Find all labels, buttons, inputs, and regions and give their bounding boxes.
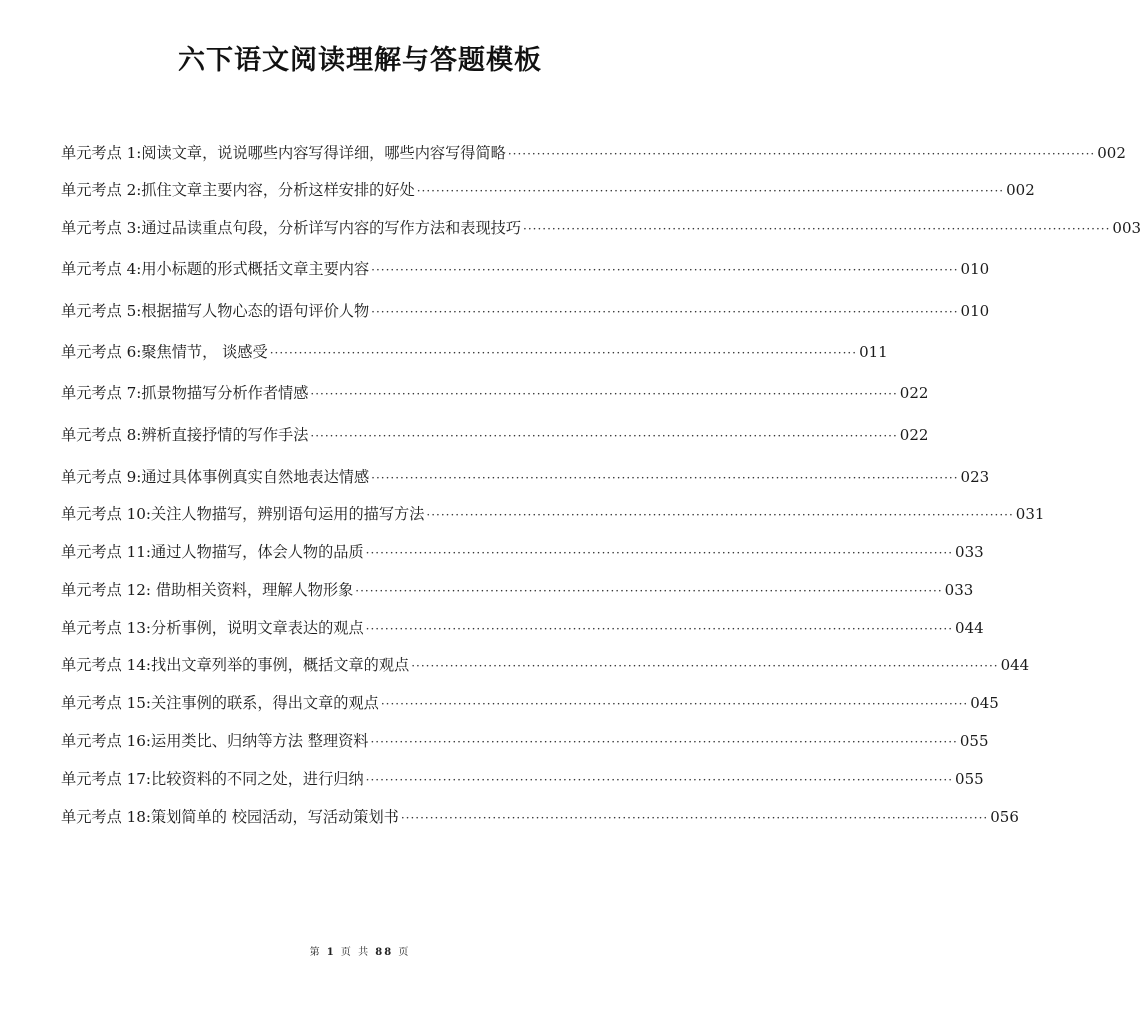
- toc-dot-leader: ··························································································································: [507, 147, 1096, 161]
- toc-entry-text: 单元考点 9:通过具体事例真实自然地表达情感: [61, 468, 370, 486]
- toc-dot-leader: ··························································································································: [365, 622, 954, 636]
- toc-entry-text: 单元考点 2:抓住文章主要内容，分析这样安排的好处: [61, 181, 415, 199]
- toc-dot-leader: ··························································································································: [355, 584, 943, 598]
- toc-entry-page: 010: [960, 302, 990, 320]
- toc-entry[interactable]: [61, 177, 1035, 203]
- toc-dot-leader: ··························································································································: [370, 735, 958, 749]
- toc-entry[interactable]: [61, 728, 989, 754]
- toc-entry-text: 单元考点 5:根据描写人物心态的语句评价人物: [61, 302, 370, 320]
- toc-entry-text: 单元考点 1:阅读文章，说说哪些内容写得详细，哪些内容写得简略: [61, 144, 506, 162]
- toc-entry[interactable]: [61, 464, 990, 490]
- toc-entry-text: 单元考点 13:分析事例，说明文章表达的观点: [61, 619, 364, 637]
- toc-entry[interactable]: [61, 380, 929, 406]
- toc-entry[interactable]: [61, 652, 1030, 678]
- toc-entry[interactable]: [61, 501, 1045, 527]
- toc-dot-leader: ··························································································································: [411, 659, 999, 673]
- toc-entry[interactable]: [61, 298, 990, 324]
- toc-entry-page: 002: [1006, 181, 1035, 199]
- toc-entry[interactable]: [61, 766, 984, 792]
- footer-prefix: 第: [309, 947, 322, 958]
- toc-entry-text: 单元考点 10:关注人物描写，辨别语句运用的描写方法: [61, 505, 425, 523]
- toc-entry-page: 002: [1097, 144, 1126, 162]
- toc-dot-leader: ··························································································································: [400, 811, 989, 825]
- toc-entry[interactable]: [61, 215, 1141, 241]
- toc-entry-text: 单元考点 4:用小标题的形式概括文章主要内容: [61, 260, 370, 278]
- toc-entry-text: 单元考点 11:通过人物描写，体会人物的品质: [61, 543, 364, 561]
- toc-dot-leader: ··························································································································: [416, 184, 1005, 198]
- toc-entry-page: 010: [960, 260, 990, 278]
- toc-entry-text: 单元考点 18:策划简单的 校园活动，写活动策划书: [61, 808, 399, 826]
- toc-entry-text: 单元考点 12: 借助相关资料，理解人物形象: [61, 581, 354, 599]
- toc-entry-page: 023: [960, 468, 990, 486]
- toc-dot-leader: ··························································································································: [426, 508, 1014, 522]
- toc-entry-text: 单元考点 16:运用类比、归纳等方法 整理资料: [61, 732, 369, 750]
- toc-entry-page: 033: [955, 543, 984, 561]
- toc-entry[interactable]: [61, 577, 974, 603]
- document-title: 六下语文阅读理解与答题模板: [178, 45, 542, 76]
- toc-entry-text: 单元考点 6:聚焦情节， 谈感受: [61, 343, 268, 361]
- toc-entry-page: 011: [859, 343, 888, 361]
- toc-entry[interactable]: [61, 615, 984, 641]
- toc-entry-page: 044: [955, 619, 984, 637]
- footer-middle: 页 共: [340, 947, 371, 958]
- footer-suffix: 页: [398, 947, 411, 958]
- toc-entry-page: 033: [944, 581, 974, 599]
- toc-dot-leader: ··························································································································: [371, 471, 959, 485]
- toc-entry-text: 单元考点 14:找出文章列举的事例，概括文章的观点: [61, 656, 410, 674]
- toc-entry-page: 003: [1112, 219, 1141, 237]
- page-footer: [0, 943, 720, 958]
- toc-entry-page: 022: [899, 426, 929, 444]
- toc-entry[interactable]: [61, 539, 984, 565]
- toc-dot-leader: ··························································································································: [365, 546, 954, 560]
- toc-entry[interactable]: [61, 140, 1126, 166]
- toc-dot-leader: ··························································································································: [523, 222, 1111, 236]
- toc-entry-text: 单元考点 15:关注事例的联系，得出文章的观点: [61, 694, 379, 712]
- total-page-count: 88: [375, 947, 394, 958]
- toc-entry-page: 055: [955, 770, 984, 788]
- toc-entry[interactable]: [61, 690, 999, 716]
- toc-dot-leader: ··························································································································: [371, 263, 959, 277]
- toc-entry[interactable]: [61, 422, 929, 448]
- toc-entry[interactable]: [61, 256, 990, 282]
- toc-entry-page: 022: [899, 384, 929, 402]
- toc-dot-leader: ··························································································································: [310, 387, 898, 401]
- toc-entry-text: 单元考点 3:通过品读重点句段，分析详写内容的写作方法和表现技巧: [61, 219, 522, 237]
- toc-entry-text: 单元考点 17:比较资料的不同之处，进行归纳: [61, 770, 364, 788]
- toc-dot-leader: ··························································································································: [310, 429, 898, 443]
- toc-entry-page: 045: [970, 694, 999, 712]
- toc-dot-leader: ··························································································································: [269, 346, 858, 360]
- toc-entry-page: 055: [959, 732, 989, 750]
- toc-entry[interactable]: [61, 339, 888, 365]
- toc-entry-page: 031: [1015, 505, 1045, 523]
- toc-dot-leader: ··························································································································: [380, 697, 969, 711]
- toc-dot-leader: ··························································································································: [371, 305, 959, 319]
- toc-dot-leader: ··························································································································: [365, 773, 954, 787]
- toc-entry-text: 单元考点 7:抓景物描写分析作者情感: [61, 384, 309, 402]
- toc-entry-text: 单元考点 8:辨析直接抒情的写作手法: [61, 426, 309, 444]
- toc-entry-page: 044: [1000, 656, 1030, 674]
- toc-entry-page: 056: [990, 808, 1019, 826]
- current-page-number: 1: [326, 947, 336, 958]
- toc-entry[interactable]: [61, 804, 1019, 830]
